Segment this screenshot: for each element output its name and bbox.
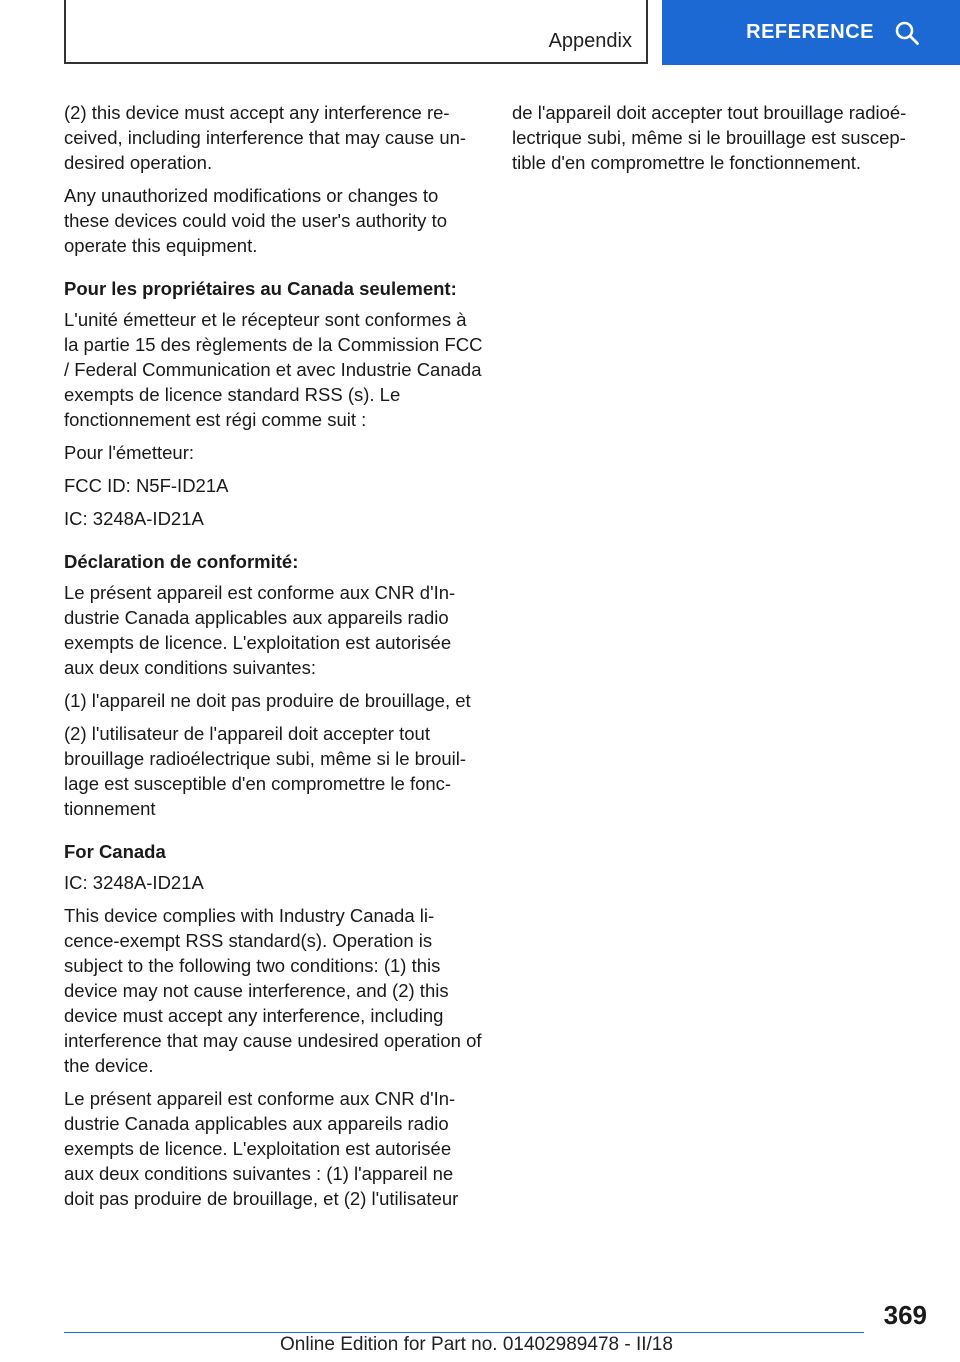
paragraph: de l'appareil doit accepter tout brouillage radioé-lectrique subi, même si le brouillage est suscep-tible d'en compromettre le fonctionnement. <box>512 102 907 173</box>
paragraph: (1) l'appareil ne doit pas produire de brouillage, et <box>64 690 471 711</box>
reference-label: REFERENCE <box>746 21 874 43</box>
left-column <box>64 100 484 1219</box>
paragraph: Any unauthorized modifications or changes to these devices could void the user's authority to operate this equipment. <box>64 185 447 256</box>
reference-tab[interactable] <box>662 0 960 65</box>
paragraph: FCC ID: N5F-ID21A <box>64 475 229 496</box>
footer-divider <box>64 1332 864 1333</box>
header-section-box <box>64 0 648 64</box>
paragraph: Le présent appareil est conforme aux CNR d'In-dustrie Canada applicables aux appareils radio exempts de licence. L'exploitation est autorisée aux deux conditions suivantes: <box>64 582 456 678</box>
search-icon[interactable] <box>894 20 920 46</box>
paragraph: L'unité émetteur et le récepteur sont conformes à la partie 15 des règlements de la Commission FCC / Federal Communication et avec Industrie Canada exempts de licence standard RSS (s). Le fonctionnement est régi comme suit : <box>64 309 483 430</box>
section-heading: Déclaration de conformité: <box>64 551 299 572</box>
right-column <box>512 100 930 183</box>
paragraph: Pour l'émetteur: <box>64 442 195 463</box>
paragraph: Le présent appareil est conforme aux CNR d'In-dustrie Canada applicables aux appareils radio exempts de licence. L'exploitation est autorisée aux deux conditions suivantes : (1) l'appareil ne doit pas produire de brouillage, et (2) l'utilisateur <box>64 1088 459 1209</box>
paragraph: (2) this device must accept any interference re-ceived, including interference that may cause un-desired operation. <box>64 102 467 173</box>
paragraph: IC: 3248A-ID21A <box>64 872 204 893</box>
paragraph: This device complies with Industry Canada li-cence-exempt RSS standard(s). Operation is subject to the following two conditions: (1) this device may not cause interference, and (2) this device must accept any interference, including interference that may cause undesired operation of the device. <box>64 905 482 1076</box>
section-heading: Pour les propriétaires au Canada seulement: <box>64 278 457 299</box>
page-number: 369 <box>883 1300 927 1330</box>
section-heading: For Canada <box>64 841 166 862</box>
paragraph: (2) l'utilisateur de l'appareil doit accepter tout brouillage radioélectrique subi, même si le brouil-lage est susceptible d'en compromettre le fonc-tionnement <box>64 723 467 819</box>
section-title: Appendix <box>548 30 632 52</box>
paragraph: IC: 3248A-ID21A <box>64 508 204 529</box>
edition-footer: Online Edition for Part no. 01402989478 - II/18 <box>280 1334 673 1355</box>
